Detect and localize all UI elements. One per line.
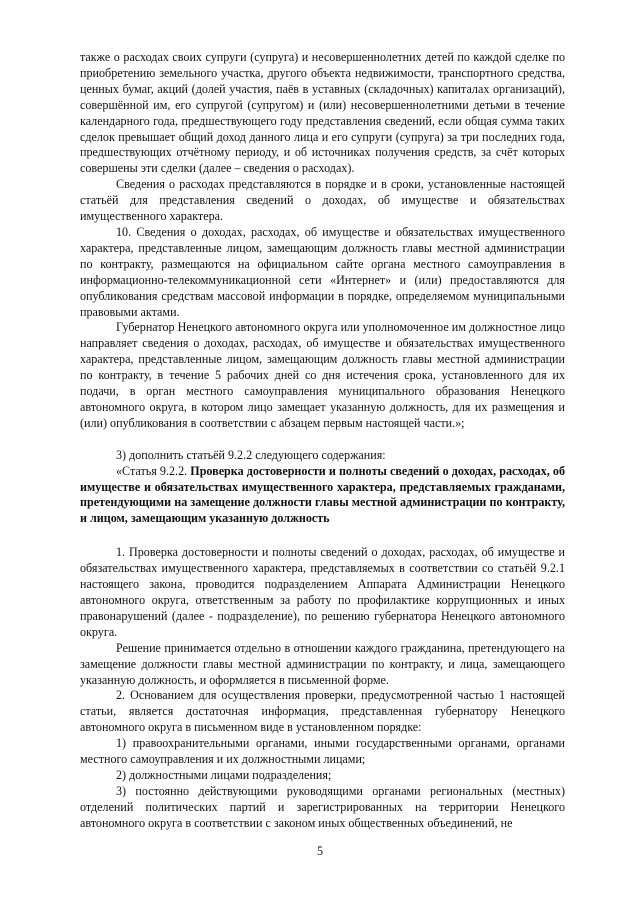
document-body (80, 50, 565, 832)
list-item-1: 1) правоохранительными органами, иными государственными органами, органами местного самоуправления и их должностными лицами; (80, 736, 565, 767)
paragraph-amendment-3: 3) дополнить статьёй 9.2.2 следующего содержания: (116, 447, 386, 462)
paragraph-item-10: 10. Сведения о доходах, расходах, об имуществе и обязательствах имущественного характера, представленные лицом, замещающим должность главы местной администрации по контракту, размещаются на официальном сайте органа местного самоуправления в информационно-телекоммуникационной сети «Интернет» и (или) предоставляются для опубликования средствам массовой информации в порядке, определяемом муниципальными правовыми актами. (80, 224, 565, 319)
list-item-2: 2) должностными лицами подразделения; (116, 767, 332, 782)
article-number: «Статья 9.2.2. (116, 463, 191, 478)
paragraph-article-part-2: 2. Основанием для осуществления проверки, предусмотренной частью 1 настоящей статьи, является достаточная информация, представленная губернатору Ненецкого автономного округа в письменном виде в установленном порядке: (80, 688, 565, 735)
paragraph-governor-forwarding: Губернатор Ненецкого автономного округа или уполномоченное им должностное лицо направляет сведения о доходах, расходах, об имуществе и обязательствах имущественного характера, представленные лицом, замещающим должность главы местной администрации по контракту, в течение 5 рабочих дней со дня истечения срока, установленного для их подачи, в орган местного самоуправления муниципального образования Ненецкого автономного округа, в котором лицо замещает указанную должность, для их размещения и (или) опубликования в соответствии с абзацем первым настоящей части.»; (80, 320, 565, 430)
page-number: 5 (316, 844, 324, 858)
article-title: Проверка достоверности и полноты сведений о доходах, расходах, об имуществе и обязательствах имущественного характера, представляемых гражданами, претендующими на замещение должности главы местной администрации по контракту, и лицом, замещающим указанную должность (80, 463, 565, 526)
list-item-3: 3) постоянно действующими руководящими органами региональных (местных) отделений политических партий и зарегистрированных на территории Ненецкого автономного округа в соответствии с законом иных общественных объединений, не (80, 783, 565, 830)
paragraph-article-part-1: 1. Проверка достоверности и полноты сведений о доходах, расходах, об имуществе и обязательствах имущественного характера, представляемых в соответствии со статьёй 9.2.1 настоящего закона, проводится подразделением Аппарата Администрации Ненецкого автономного округа, ответственным за работу по профилактике коррупционных и иных правонарушений (далее - подразделение), по решению губернатора Ненецкого автономного округа. (80, 545, 565, 639)
paragraph-expenses-procedure: Сведения о расходах представляются в порядке и в сроки, установленные настоящей статьёй для представления сведений о доходах, об имуществе и обязательствах имущественного характера. (80, 177, 565, 224)
article-heading (80, 464, 565, 528)
paragraph-decision: Решение принимается отдельно в отношении каждого гражданина, претендующего на замещение должности главы местной администрации по контракту, и лица, замещающего указанную должность, и оформляется в письменной форме. (80, 640, 565, 687)
paragraph-expenses-continuation: также о расходах своих супруги (супруга) и несовершеннолетних детей по каждой сделке по приобретению земельного участка, другого объекта недвижимости, транспортного средства, ценных бумаг, акций (долей участия, паёв в уставных (складочных) капиталах организаций), совершённой им, его супругой (супругом) и (или) несовершеннолетними детьми в течение календарного года, предшествующего году представления сведений, если общая сумма таких сделок превышает общий доход данного лица и его супруги (супруга) за три последних года, предшествующих отчётному периоду, и об источниках получения средств, за счёт которых совершены эти сделки (далее – сведения о расходах). (80, 50, 565, 176)
